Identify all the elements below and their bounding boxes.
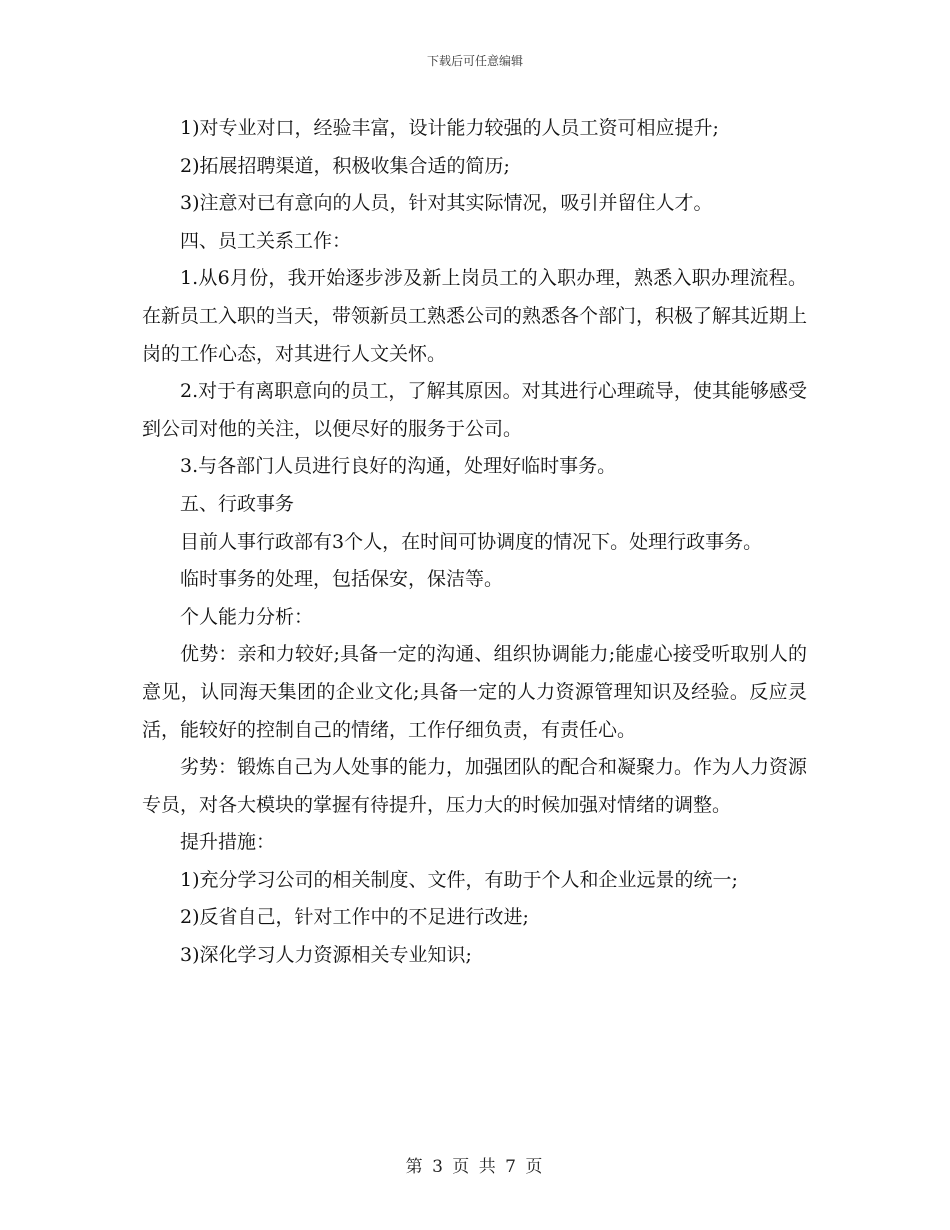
paragraph: 1)对专业对口，经验丰富，设计能力较强的人员工资可相应提升; bbox=[180, 117, 719, 139]
paragraph: 劣势：锻炼自己为人处事的能力，加强团队的配合和凝聚力。作为人力资源专员，对各大模块的掌握有待提升，压力大的时候加强对情绪的调整。 bbox=[142, 756, 808, 816]
section-heading: 四、员工关系工作： bbox=[180, 229, 352, 252]
section-heading: 提升措施： bbox=[180, 831, 276, 854]
paragraph: 1.从6月份，我开始逐步涉及新上岗员工的入职办理，熟悉入职办理流程。在新员工入职的当天，带领新员工熟悉公司的熟悉各个部门，积极了解其近期上岗的工作心态，对其进行人文关怀。 bbox=[142, 267, 808, 365]
page-header: 下载后可任意编辑 bbox=[426, 54, 523, 68]
paragraph: 1)充分学习公司的相关制度、文件，有助于个人和企业远景的统一; bbox=[180, 868, 738, 891]
paragraph: 3)深化学习人力资源相关专业知识; bbox=[180, 944, 472, 967]
paragraph: 2.对于有离职意向的员工，了解其原因。对其进行心理疏导，使其能够感受到公司对他的关注，以便尽好的服务于公司。 bbox=[142, 380, 807, 440]
paragraph: 目前人事行政部有3个人，在时间可协调度的情况下。处理行政事务。 bbox=[180, 530, 763, 553]
paragraph: 2)拓展招聘渠道，积极收集合适的简历; bbox=[180, 154, 510, 177]
paragraph: 2)反省自己，针对工作中的不足进行改进; bbox=[180, 906, 529, 929]
page-number: 第 3 页 共 7 页 bbox=[405, 1157, 545, 1177]
paragraph: 3)注意对已有意向的人员，针对其实际情况，吸引并留住人才。 bbox=[180, 192, 713, 215]
paragraph: 临时事务的处理，包括保安，保洁等。 bbox=[180, 568, 504, 591]
paragraph: 优势：亲和力较好;具备一定的沟通、组织协调能力;能虚心接受听取别人的意见，认同海天集团的企业文化;具备一定的人力资源管理知识及经验。反应灵活，能较好的控制自己的情绪，工作仔细负责，有责任心。 bbox=[142, 643, 807, 741]
section-heading: 个人能力分析： bbox=[180, 605, 314, 628]
paragraph: 3.与各部门人员进行良好的沟通，处理好临时事务。 bbox=[180, 455, 617, 478]
document-body bbox=[142, 110, 807, 975]
section-heading: 五、行政事务 bbox=[180, 492, 295, 515]
